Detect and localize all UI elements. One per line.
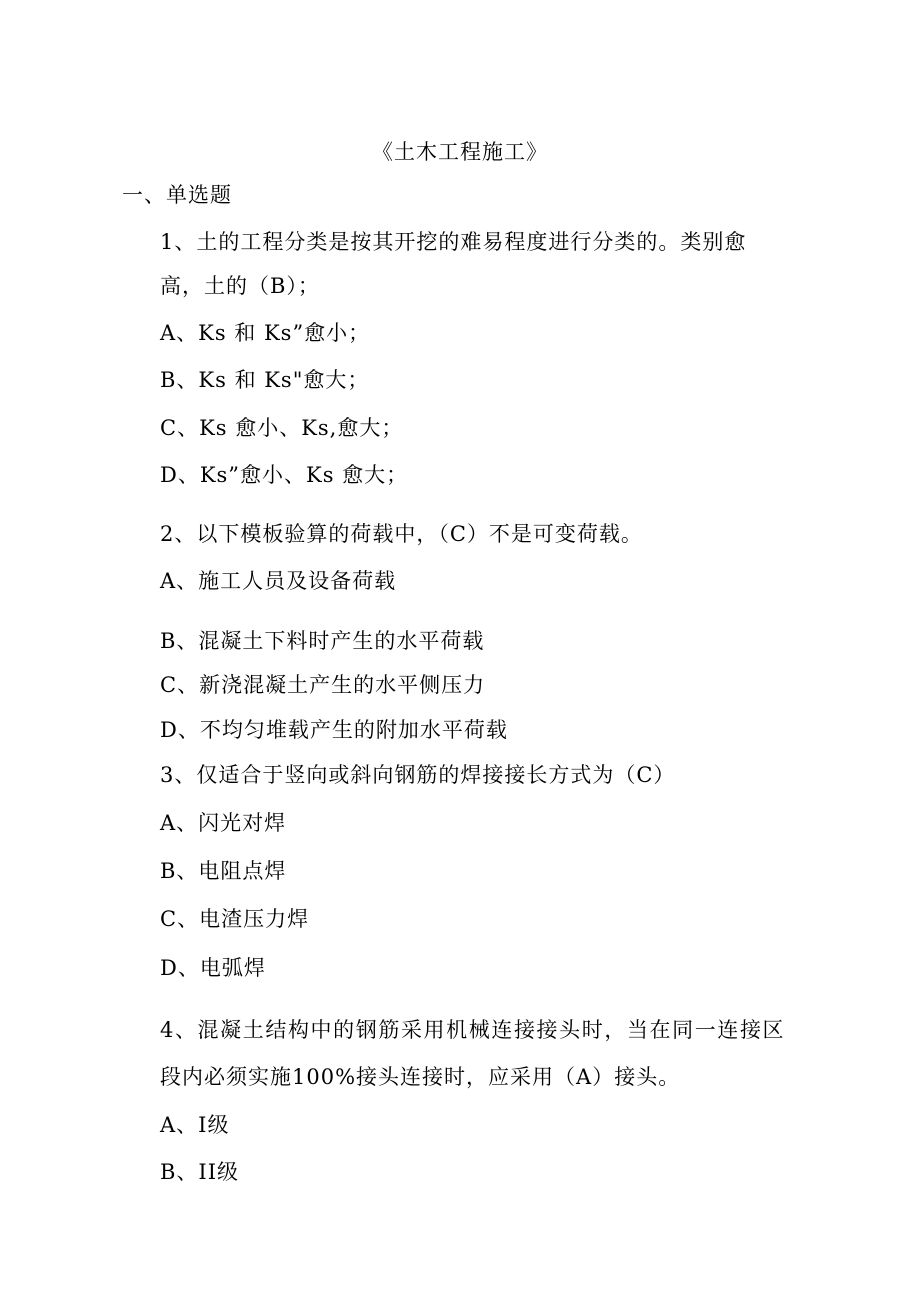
section-heading: 一、单选题 (122, 183, 232, 207)
question-4-stem-line-2: 段内必须实施100%接头连接时，应采用（A）接头。 (160, 1065, 681, 1089)
question-1-stem-line-1: 1、土的工程分类是按其开挖的难易程度进行分类的。类别愈 (160, 230, 747, 254)
document-title: 《土木工程施工》 (372, 140, 548, 164)
question-1-option-a: A、Ks 和 Ks”愈小； (160, 321, 371, 345)
question-1-stem-line-2: 高，土的（B）； (160, 274, 320, 298)
question-1-option-c: C、Ks 愈小、Ks,愈大； (160, 416, 404, 440)
question-2-option-b: B、混凝土下料时产生的水平荷载 (160, 629, 485, 653)
question-3-stem: 3、仅适合于竖向或斜向钢筋的焊接接长方式为（C） (160, 763, 676, 787)
question-2-option-c: C、新浇混凝土产生的水平侧压力 (160, 673, 486, 697)
question-1-option-b: B、Ks 和 Ks"愈大； (160, 368, 370, 392)
question-2-option-d: D、不均匀堆载产生的附加水平荷载 (160, 718, 508, 742)
question-2-option-a: A、施工人员及设备荷载 (160, 569, 397, 593)
question-4-option-b: B、II级 (160, 1160, 240, 1184)
question-4-stem-line-1: 4、混凝土结构中的钢筋采用机械连接接头时，当在同一连接区 (160, 1018, 786, 1042)
question-2-stem: 2、以下模板验算的荷载中，（C）不是可变荷载。 (160, 522, 643, 546)
question-4-option-a: A、I级 (160, 1113, 230, 1137)
question-3-option-c: C、电渣压力焊 (160, 907, 310, 931)
question-1-option-d: D、Ks”愈小、Ks 愈大； (160, 463, 409, 487)
question-3-option-a: A、闪光对焊 (160, 811, 287, 835)
question-3-option-b: B、电阻点焊 (160, 859, 287, 883)
question-3-option-d: D、电弧焊 (160, 956, 266, 980)
